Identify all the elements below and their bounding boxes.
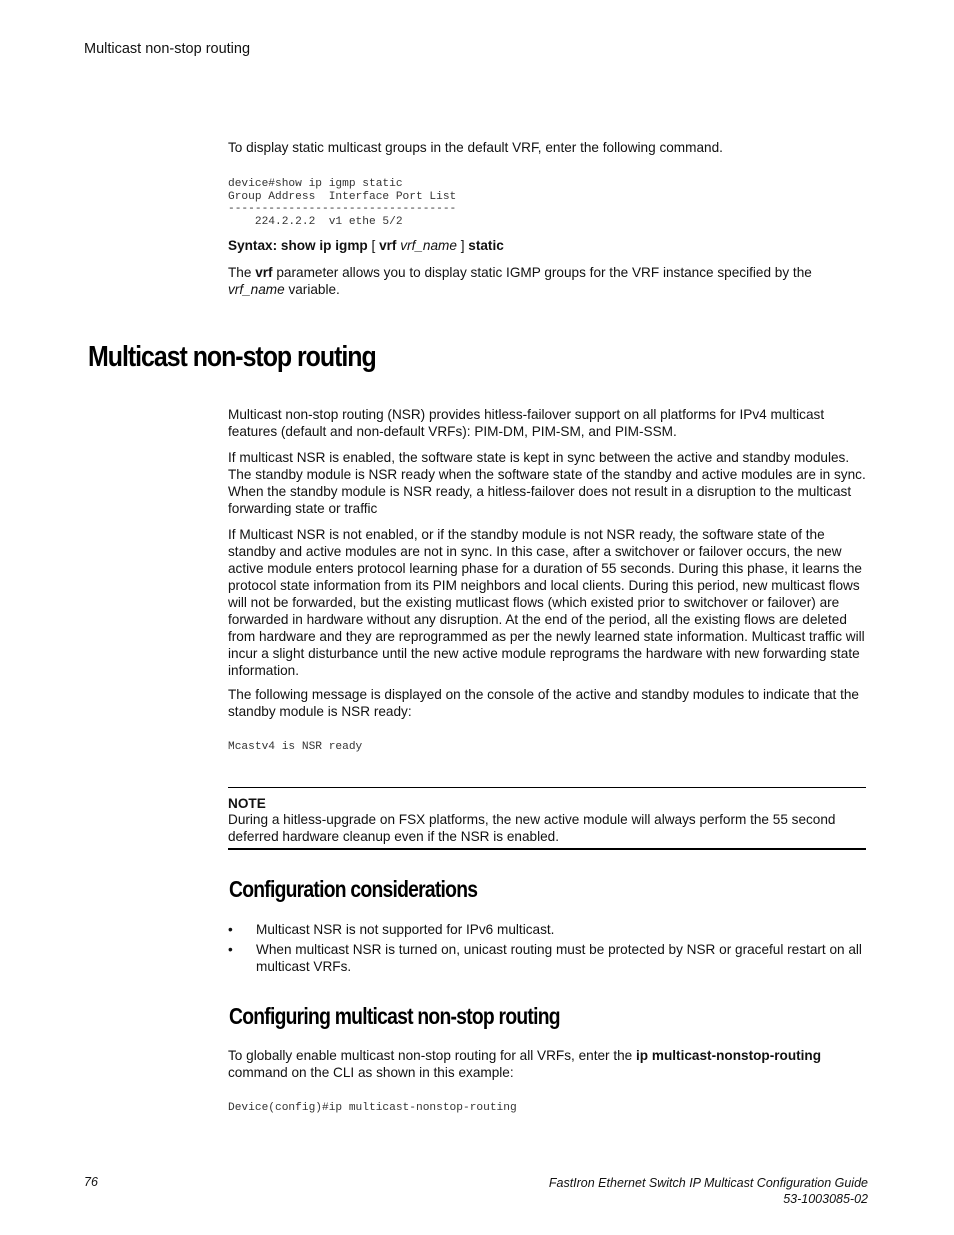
guide-title: FastIron Ethernet Switch IP Multicast Configuration Guide bbox=[548, 1176, 868, 1190]
syntax-label: Syntax: show ip igmp bbox=[228, 238, 368, 253]
section-heading: Multicast non-stop routing bbox=[88, 341, 376, 373]
footer-doc-info bbox=[549, 1175, 868, 1207]
nsr-enabled-paragraph: If multicast NSR is enabled, the software state is kept in sync between the active and standby modules. The standby module is NSR ready when the software state of the standby and active modules are in sync. When the standby module is NSR ready, a hitless-failover does not result in a disruption to the multicast forwarding state or traffic bbox=[228, 450, 866, 516]
syntax-bracket-close: ] bbox=[460, 238, 465, 253]
console-message-paragraph: The following message is displayed on the console of the active and standby modules to indicate that the standby module is NSR ready: bbox=[228, 687, 859, 719]
configuring-nsr-heading: Configuring multicast non-stop routing bbox=[229, 1003, 560, 1029]
bullet-glyph: • bbox=[228, 942, 233, 957]
running-header: Multicast non-stop routing bbox=[84, 41, 251, 57]
config-considerations-heading: Configuration considerations bbox=[229, 876, 478, 902]
syntax-vrf-name-var: vrf_name bbox=[400, 238, 457, 253]
note-text: During a hitless-upgrade on FSX platforms, the new active module will always perform the 55 second deferred hardware cleanup even if the NSR is enabled. bbox=[228, 812, 836, 844]
syntax-vrf-keyword: vrf bbox=[379, 238, 397, 253]
list-item-text: When multicast NSR is turned on, unicast routing must be protected by NSR or graceful restart on all multicast VRFs. bbox=[256, 942, 862, 974]
vrf-para-pre: The bbox=[228, 265, 256, 280]
nsr-not-enabled-paragraph: If Multicast NSR is not enabled, or if the standby module is not NSR ready, the software state of the standby and active modules are not in sync. In this case, after a switchover or failover occurs, the new active module enters protocol learning phase for a duration of 55 seconds. During this phase, it learns the protocol state information from its PIM neighbors and local clients. During this period, new multicast flows will not be forwarded, but the existing mutlicast flows (which existed prior to switchover or failover) are forwarded in hardware without any disruption. At the end of the period, all the existing flows are deleted from hardware and they are reprogrammed as per the newly learned state information. Multicast traffic will incur a slight disturbance until the new active module reprograms the hardware with new forwarding state information. bbox=[228, 527, 865, 678]
config-considerations-list bbox=[228, 921, 868, 978]
vrf-para-keyword: vrf bbox=[255, 265, 273, 280]
configuring-para-post: command on the CLI as shown in this example: bbox=[228, 1065, 514, 1080]
nsr-intro-paragraph: Multicast non-stop routing (NSR) provides hitless-failover support on all platforms for IPv4 multicast features (default and non-default VRFs): PIM-DM, PIM-SM, and PIM-SSM. bbox=[228, 407, 825, 439]
configuring-para-keyword: ip multicast-nonstop-routing bbox=[636, 1048, 822, 1063]
configuring-para-pre: To globally enable multicast non-stop routing for all VRFs, enter the bbox=[228, 1048, 637, 1063]
doc-number: 53-1003085-02 bbox=[783, 1192, 868, 1206]
syntax-static-keyword: static bbox=[468, 238, 504, 253]
show-ip-igmp-static-code: device#show ip igmp static Group Address Interface Port List ---------------------------------- 224.2.2.2 v1 ethe 5/2 bbox=[228, 178, 457, 228]
configuring-paragraph bbox=[228, 1047, 858, 1081]
vrf-para-mid: parameter allows you to display static IGMP groups for the VRF instance specified by the bbox=[272, 265, 812, 280]
syntax-bracket-open: [ bbox=[371, 238, 376, 253]
list-item bbox=[228, 941, 868, 975]
syntax-line bbox=[228, 238, 868, 253]
bullet-glyph: • bbox=[228, 922, 233, 937]
note-box bbox=[228, 787, 866, 850]
nsr-ready-code: Mcastv4 is NSR ready bbox=[228, 741, 363, 753]
nonstop-routing-code: Device(config)#ip multicast-nonstop-routing bbox=[228, 1102, 517, 1114]
page-number: 76 bbox=[84, 1175, 98, 1189]
vrf-parameter-paragraph bbox=[228, 264, 838, 298]
vrf-para-var: vrf_name bbox=[228, 282, 285, 297]
intro-paragraph: To display static multicast groups in the default VRF, enter the following command. bbox=[228, 140, 723, 155]
note-label: NOTE bbox=[228, 796, 266, 811]
list-item bbox=[228, 921, 868, 938]
vrf-para-post: variable. bbox=[284, 282, 340, 297]
list-item-text: Multicast NSR is not supported for IPv6 multicast. bbox=[256, 922, 555, 937]
